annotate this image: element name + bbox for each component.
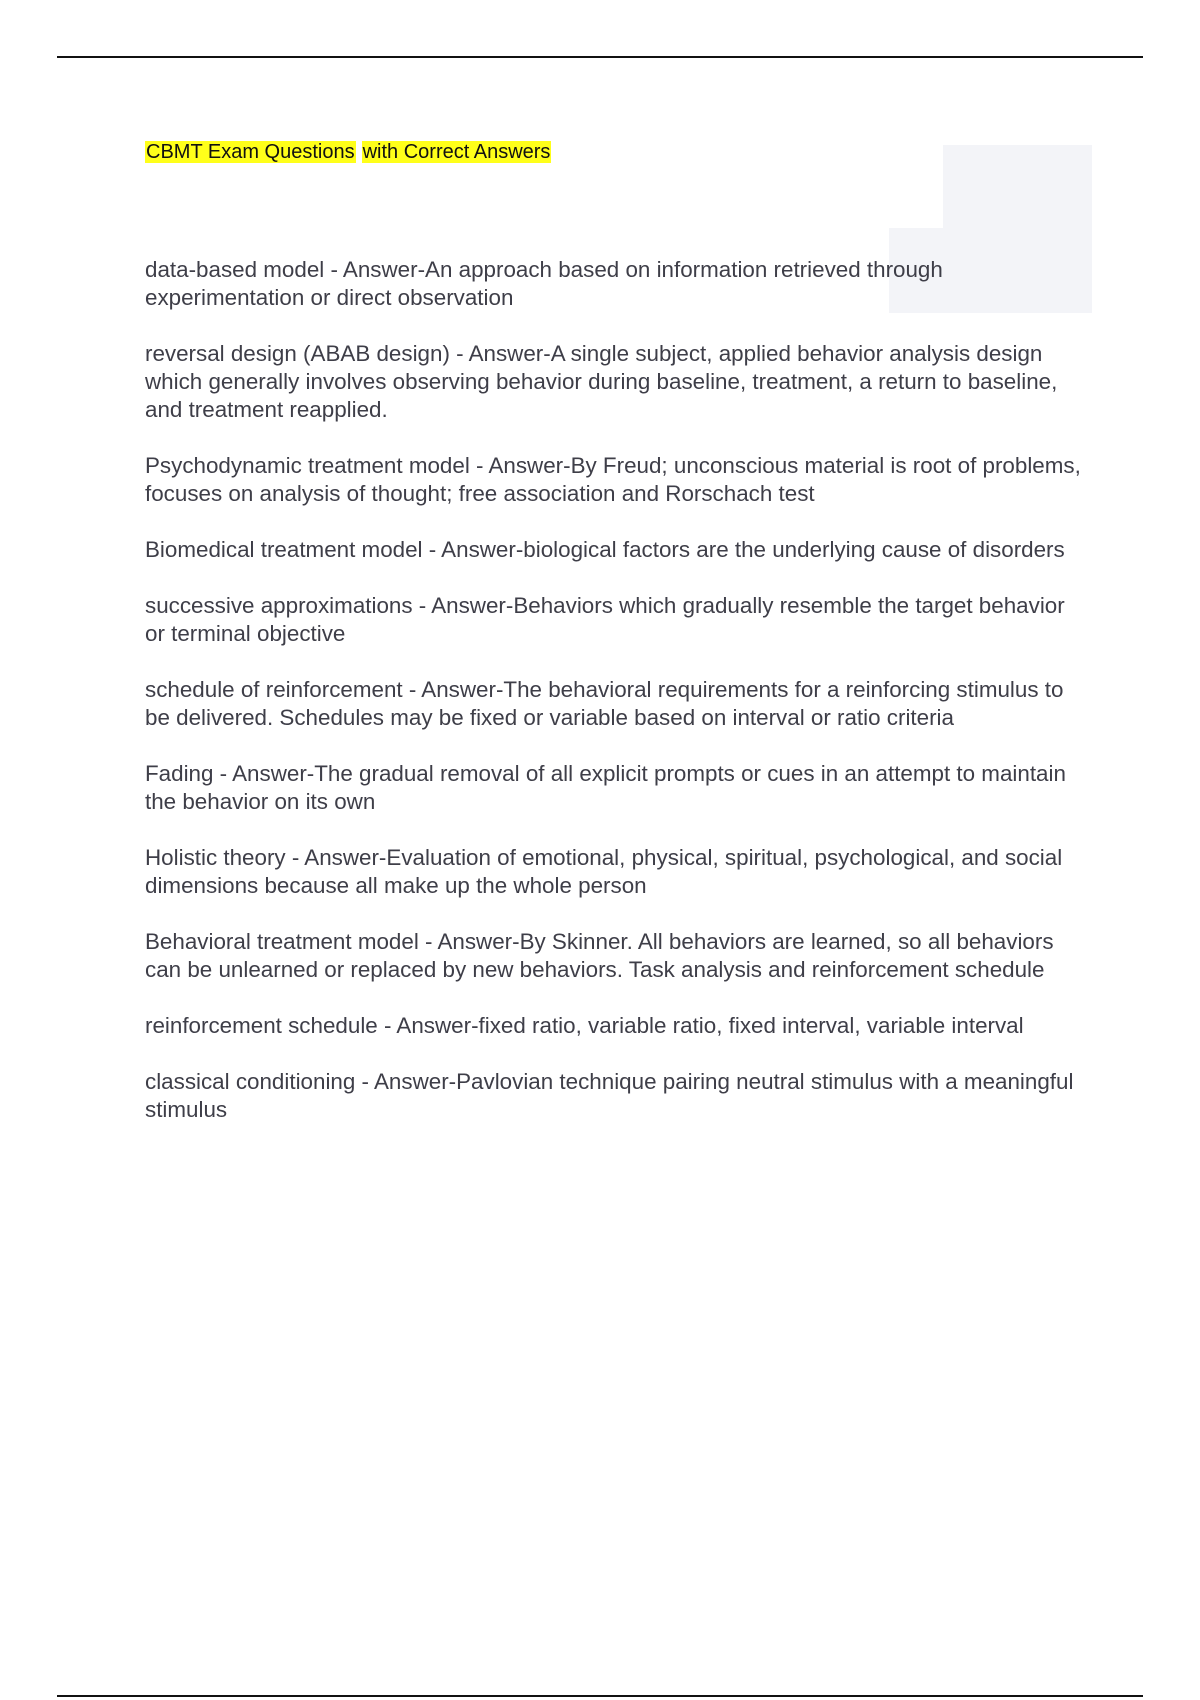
qa-entry: successive approximations - Answer-Behaviors which gradually resemble the target behavior or terminal objective [145,593,1065,646]
document-title [145,139,551,165]
qa-entry: classical conditioning - Answer-Pavlovian technique pairing neutral stimulus with a meaningful stimulus [145,1069,1074,1122]
background-shade [943,145,1092,230]
qa-entry: Psychodynamic treatment model - Answer-By Freud; unconscious material is root of problems, focuses on analysis of thought; free association and Rorschach test [145,453,1081,506]
qa-entry: Behavioral treatment model - Answer-By Skinner. All behaviors are learned, so all behaviors can be unlearned or replaced by new behaviors. Task analysis and reinforcement schedule [145,929,1054,982]
qa-entry: schedule of reinforcement - Answer-The behavioral requirements for a reinforcing stimulus to be delivered. Schedules may be fixed or variable based on interval or ratio criteria [145,677,1064,730]
qa-entry: reversal design (ABAB design) - Answer-A single subject, applied behavior analysis design which generally involves observing behavior during baseline, treatment, a return to baseline, and treatment reapplied. [145,341,1058,422]
footer-rule [57,1695,1143,1697]
title-highlight-2: with Correct Answers [362,141,551,163]
qa-list [145,256,1090,1152]
header-rule [57,56,1143,58]
title-highlight-1: CBMT Exam Questions [146,141,355,163]
qa-entry: Holistic theory - Answer-Evaluation of emotional, physical, spiritual, psychological, and social dimensions because all make up the whole person [145,845,1063,898]
qa-entry: reinforcement schedule - Answer-fixed ratio, variable ratio, fixed interval, variable interval [145,1013,1024,1038]
qa-entry: data-based model - Answer-An approach based on information retrieved through experimentation or direct observation [145,257,943,310]
qa-entry: Fading - Answer-The gradual removal of all explicit prompts or cues in an attempt to maintain the behavior on its own [145,761,1066,814]
qa-entry: Biomedical treatment model - Answer-biological factors are the underlying cause of disorders [145,537,1065,562]
